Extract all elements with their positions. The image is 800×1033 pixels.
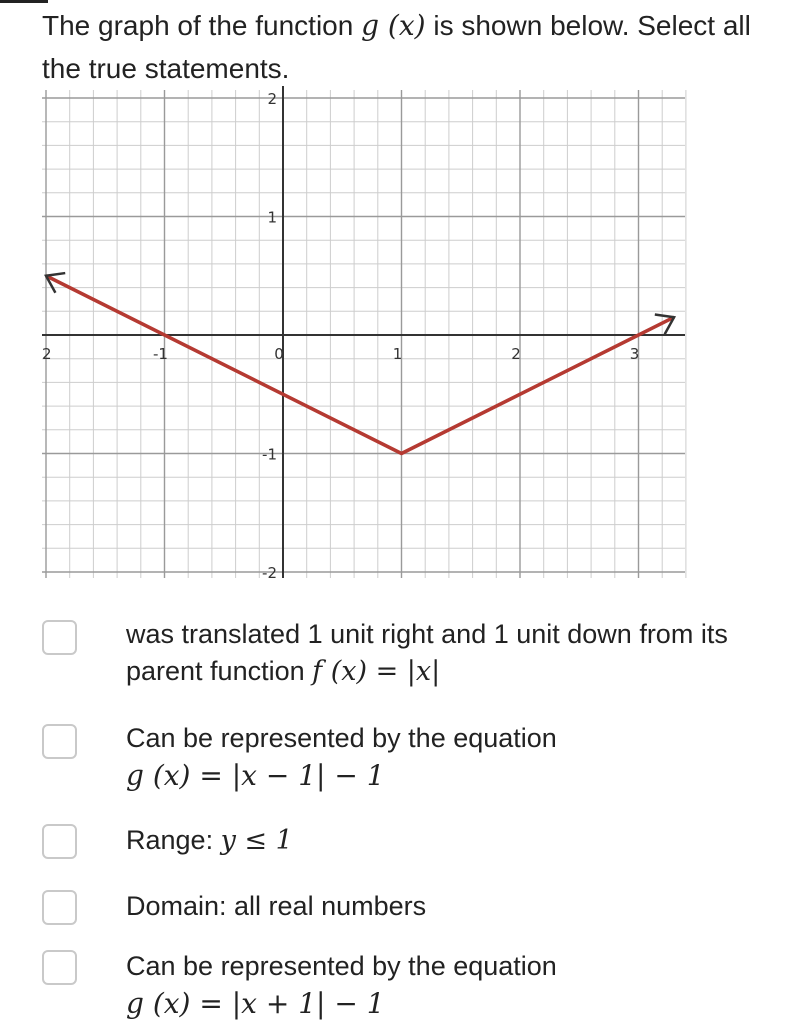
- option-checkbox[interactable]: [42, 620, 77, 655]
- option-math: y ≤ 1: [220, 825, 293, 856]
- x-tick-label: 2: [511, 345, 521, 363]
- option-text: Range:: [126, 825, 214, 855]
- x-tick-label: 0: [274, 345, 284, 363]
- x-tick-label: 2: [42, 345, 52, 363]
- function-graph: [0, 84, 800, 584]
- option-label: [126, 888, 786, 925]
- y-tick-label: 1: [267, 208, 277, 227]
- option-label: [126, 720, 786, 794]
- y-tick-label: -2: [262, 564, 277, 582]
- question-prompt: [42, 4, 772, 90]
- option-label: [126, 822, 786, 859]
- y-tick-label: 2: [267, 90, 277, 108]
- option-math: f (x) = |x|: [312, 656, 441, 687]
- x-tick-label: -1: [153, 345, 168, 363]
- function-line: [46, 276, 674, 454]
- x-tick-label: 1: [392, 345, 403, 363]
- prompt-text-start: The graph of the function: [42, 10, 354, 41]
- y-tick-label: -1: [262, 445, 277, 464]
- data-series: [46, 273, 674, 454]
- option-checkbox[interactable]: [42, 890, 77, 925]
- option-label: [126, 616, 786, 690]
- option-label: [126, 948, 786, 1022]
- option-text: Can be represented by the equation: [126, 723, 557, 753]
- option-checkbox[interactable]: [42, 824, 77, 859]
- option-math: g (x) = |x − 1| − 1: [126, 759, 385, 792]
- option-checkbox[interactable]: [42, 950, 77, 985]
- axes: [42, 86, 685, 578]
- prompt-function-name: g (x): [361, 9, 426, 42]
- option-text: was translated 1 unit right and 1 unit down from its parent function: [126, 619, 728, 686]
- prompt-text-end: is shown below. Select all the true statements.: [42, 10, 751, 84]
- option-checkbox[interactable]: [42, 724, 77, 759]
- top-divider: [0, 0, 48, 3]
- option-math: g (x) = |x + 1| − 1: [126, 987, 385, 1020]
- x-tick-label: 3: [629, 345, 640, 363]
- option-text: Domain: all real numbers: [126, 891, 427, 921]
- option-text: Can be represented by the equation: [126, 951, 557, 981]
